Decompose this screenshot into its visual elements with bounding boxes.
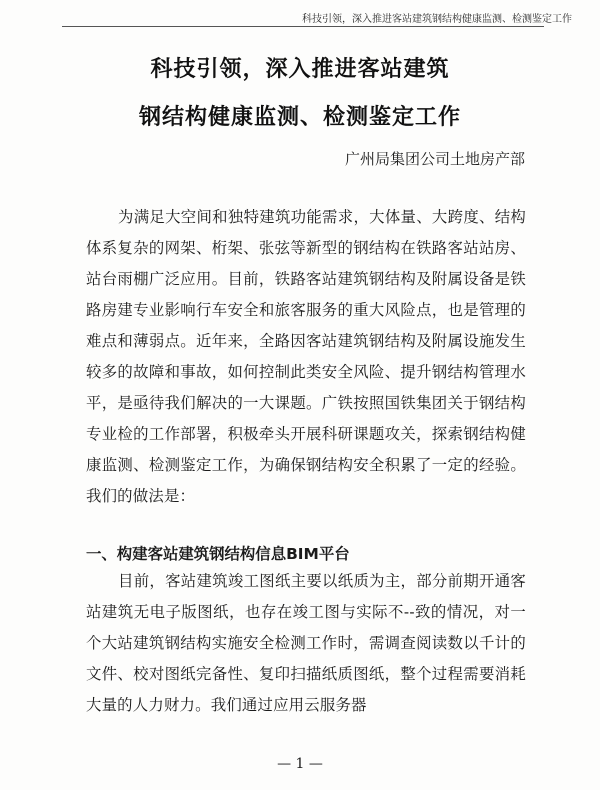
title-line-1: 科技引领，深入推进客站建筑: [150, 57, 450, 82]
section-paragraph: 目前，客站建筑竣工图纸主要以纸质为主，部分前期开通客站建筑无电子版图纸，也存在竣工图与实际不--致的情况，对一个大站建筑钢结构实施安全检测工作时，需调查阅读数以千计的文件、校对图纸完备性、复印扫描纸质图纸，整个过程需要消耗大量的人力财力。我们通过应用云服务器: [86, 572, 526, 714]
section-heading: 一、构建客站建筑钢结构信息BIM平台: [86, 545, 350, 563]
byline: 广州局集团公司土地房产部: [344, 150, 525, 168]
header-rule: [62, 26, 544, 27]
title-line-2: 钢结构健康监测、检测鉴定工作: [138, 105, 461, 130]
page-number: — 1 —: [277, 756, 323, 772]
running-header: 科技引领，深入推进客站建筑钢结构健康监测、检测鉴定工作: [302, 14, 572, 25]
intro-paragraph: 为满足大空间和独特建筑功能需求，大体量、大跨度、结构体系复杂的网架、桁架、张弦等新型的钢结构在铁路客站站房、站台雨棚广泛应用。目前，铁路客站建筑钢结构及附属设备是铁路房建专业影响行车安全和旅客服务的重大风险点，也是管理的难点和薄弱点。近年来，全路因客站建筑钢结构及附属设施发生较多的故障和事故，如何控制此类安全风险、提升钢结构管理水平，是亟待我们解决的一大课题。广铁按照国铁集团关于钢结构专业检的工作部署，积极牵头开展科研课题攻关，探索钢结构健康监测、检测鉴定工作，为确保钢结构安全积累了一定的经验。我们的做法是：: [86, 208, 526, 505]
